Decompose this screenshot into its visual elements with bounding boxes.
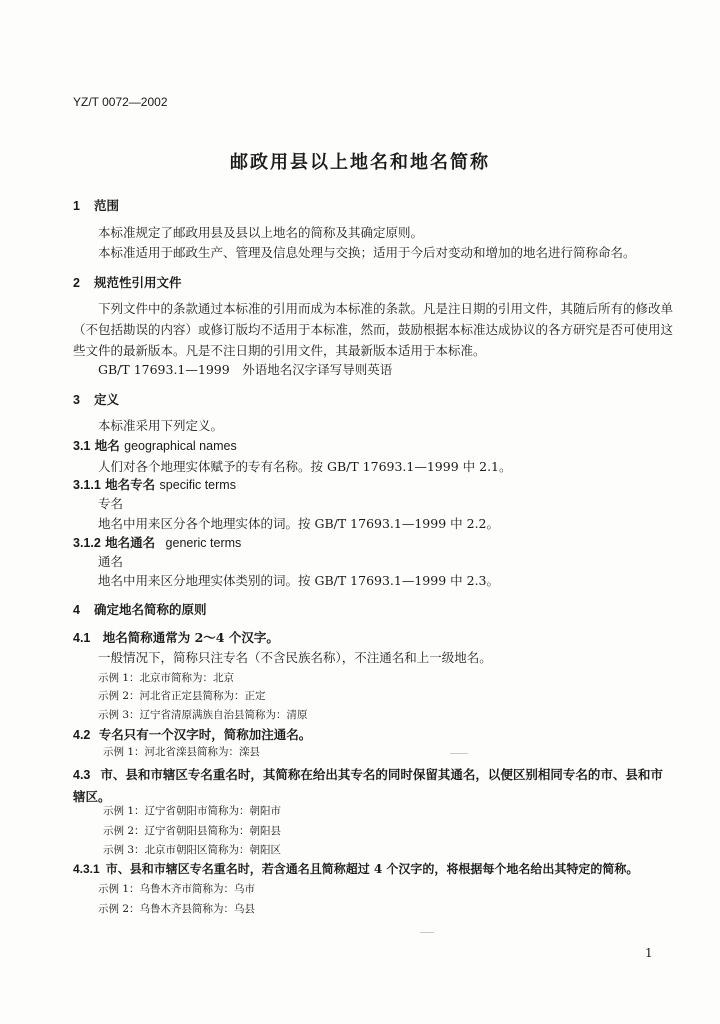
- definition-number: 3.1.2: [73, 536, 101, 550]
- page-title: 邮政用县以上地名和地名简称: [230, 152, 490, 173]
- rule-text: 专名只有一个汉字时，简称加注通名。: [98, 727, 312, 742]
- term: 地名通名: [105, 535, 156, 550]
- example-item: 示例 1：辽宁省朝阳市简称为：朝阳市: [103, 805, 282, 817]
- scan-mark: [420, 932, 434, 933]
- section-title: 确定地名简称的原则: [93, 602, 207, 617]
- section-title: 范围: [93, 198, 119, 213]
- term: 地名专名: [105, 477, 156, 492]
- section-4-heading: [73, 600, 206, 618]
- definition-number: 3.1: [73, 439, 91, 453]
- definition-3-1-2-heading: [73, 533, 241, 551]
- definition-text: 人们对各个地理实体赋予的专有名称。按 GB/T 17693.1—1999 中 2.1。: [98, 459, 512, 474]
- example-item: 示例 2：辽宁省朝阳县简称为：朝阳县: [103, 825, 282, 837]
- section-number: 1: [73, 199, 80, 213]
- example-item: 示例 1：河北省滦县简称为：滦县: [103, 746, 261, 758]
- section-title: 规范性引用文件: [93, 275, 182, 290]
- rule-number: 4.3: [73, 768, 91, 782]
- rule-paragraph: 一般情况下，简称只注专名（不含民族名称），不注通名和上一级地名。: [98, 650, 492, 665]
- scan-mark: [450, 753, 468, 754]
- example-item: 示例 1：乌鲁木齐市简称为：乌市: [98, 883, 256, 895]
- term-english: specific terms: [159, 478, 236, 492]
- section-2-paragraph: 下列文件中的条款通过本标准的引用而成为本标准的条款。凡是注日期的引用文件，其随后所有的修改单（不包括勘误的内容）或修订版均不适用于本标准，然而，鼓励根据本标准达成协议的各方研究是否可使用这些文件的最新版本。凡是不注日期的引用文件，其最新版本适用于本标准。: [73, 301, 674, 358]
- rule-text: 市、县和市辖区专名重名时，其简称在给出其专名的同时保留其通名，以便区别相同专名的市、县和市辖区。: [73, 767, 663, 804]
- term-english: generic terms: [165, 536, 242, 550]
- section-title: 定义: [93, 392, 119, 407]
- section-number: 3: [73, 393, 80, 407]
- section-3-heading: [73, 390, 119, 408]
- example-item: 示例 3：北京市朝阳区简称为：朝阳区: [103, 844, 282, 856]
- rule-4-3-1: [73, 860, 638, 877]
- rule-number: 4.2: [73, 728, 91, 742]
- example-item: 示例 2：河北省正定县简称为：正定: [98, 690, 266, 702]
- standard-code: YZ/T 0072—2002: [73, 95, 168, 109]
- normative-reference: GB/T 17693.1—1999 外语地名汉字译写导则英语: [98, 362, 393, 377]
- page-number: 1: [645, 946, 653, 960]
- definition-number: 3.1.1: [73, 478, 101, 492]
- definition-text: 地名中用来区分地理实体类别的词。按 GB/T 17693.1—1999 中 2.3。: [98, 573, 499, 588]
- definition-alt-term: 专名: [98, 496, 124, 511]
- term: 地名: [94, 438, 120, 453]
- example-item: 示例 1：北京市简称为：北京: [98, 672, 235, 684]
- definition-alt-term: 通名: [98, 554, 124, 569]
- rule-4-2: [73, 725, 311, 743]
- definition-3-1-heading: [73, 436, 237, 454]
- section-1-heading: [73, 196, 119, 214]
- rule-number: 4.1: [73, 631, 91, 645]
- rule-text: 地名简称通常为 2～4 个汉字。: [102, 630, 279, 645]
- section-2-heading: [73, 273, 181, 291]
- example-item: 示例 3：辽宁省清原满族自治县简称为：清原: [98, 709, 308, 721]
- section-1-paragraph: 本标准适用于邮政生产、管理及信息处理与交换；适用于今后对变动和增加的地名进行简称命名。: [98, 245, 636, 260]
- definition-3-1-1-heading: [73, 475, 236, 493]
- section-number: 2: [73, 276, 80, 290]
- section-number: 4: [73, 603, 80, 617]
- section-1-paragraph: 本标准规定了邮政用县及县以上地名的简称及其确定原则。: [98, 225, 424, 240]
- rule-text: 市、县和市辖区专名重名时，若含通名且简称超过 4 个汉字的，将根据每个地名给出其特定的简称。: [105, 862, 639, 876]
- rule-4-3: [73, 764, 673, 807]
- definition-text: 地名中用来区分各个地理实体的词。按 GB/T 17693.1—1999 中 2.2。: [98, 516, 499, 531]
- example-item: 示例 2：乌鲁木齐县简称为：乌县: [98, 903, 256, 915]
- rule-4-1: [73, 628, 279, 646]
- term-english: geographical names: [124, 439, 237, 453]
- section-3-intro: 本标准采用下列定义。: [98, 418, 224, 433]
- rule-number: 4.3.1: [73, 862, 100, 876]
